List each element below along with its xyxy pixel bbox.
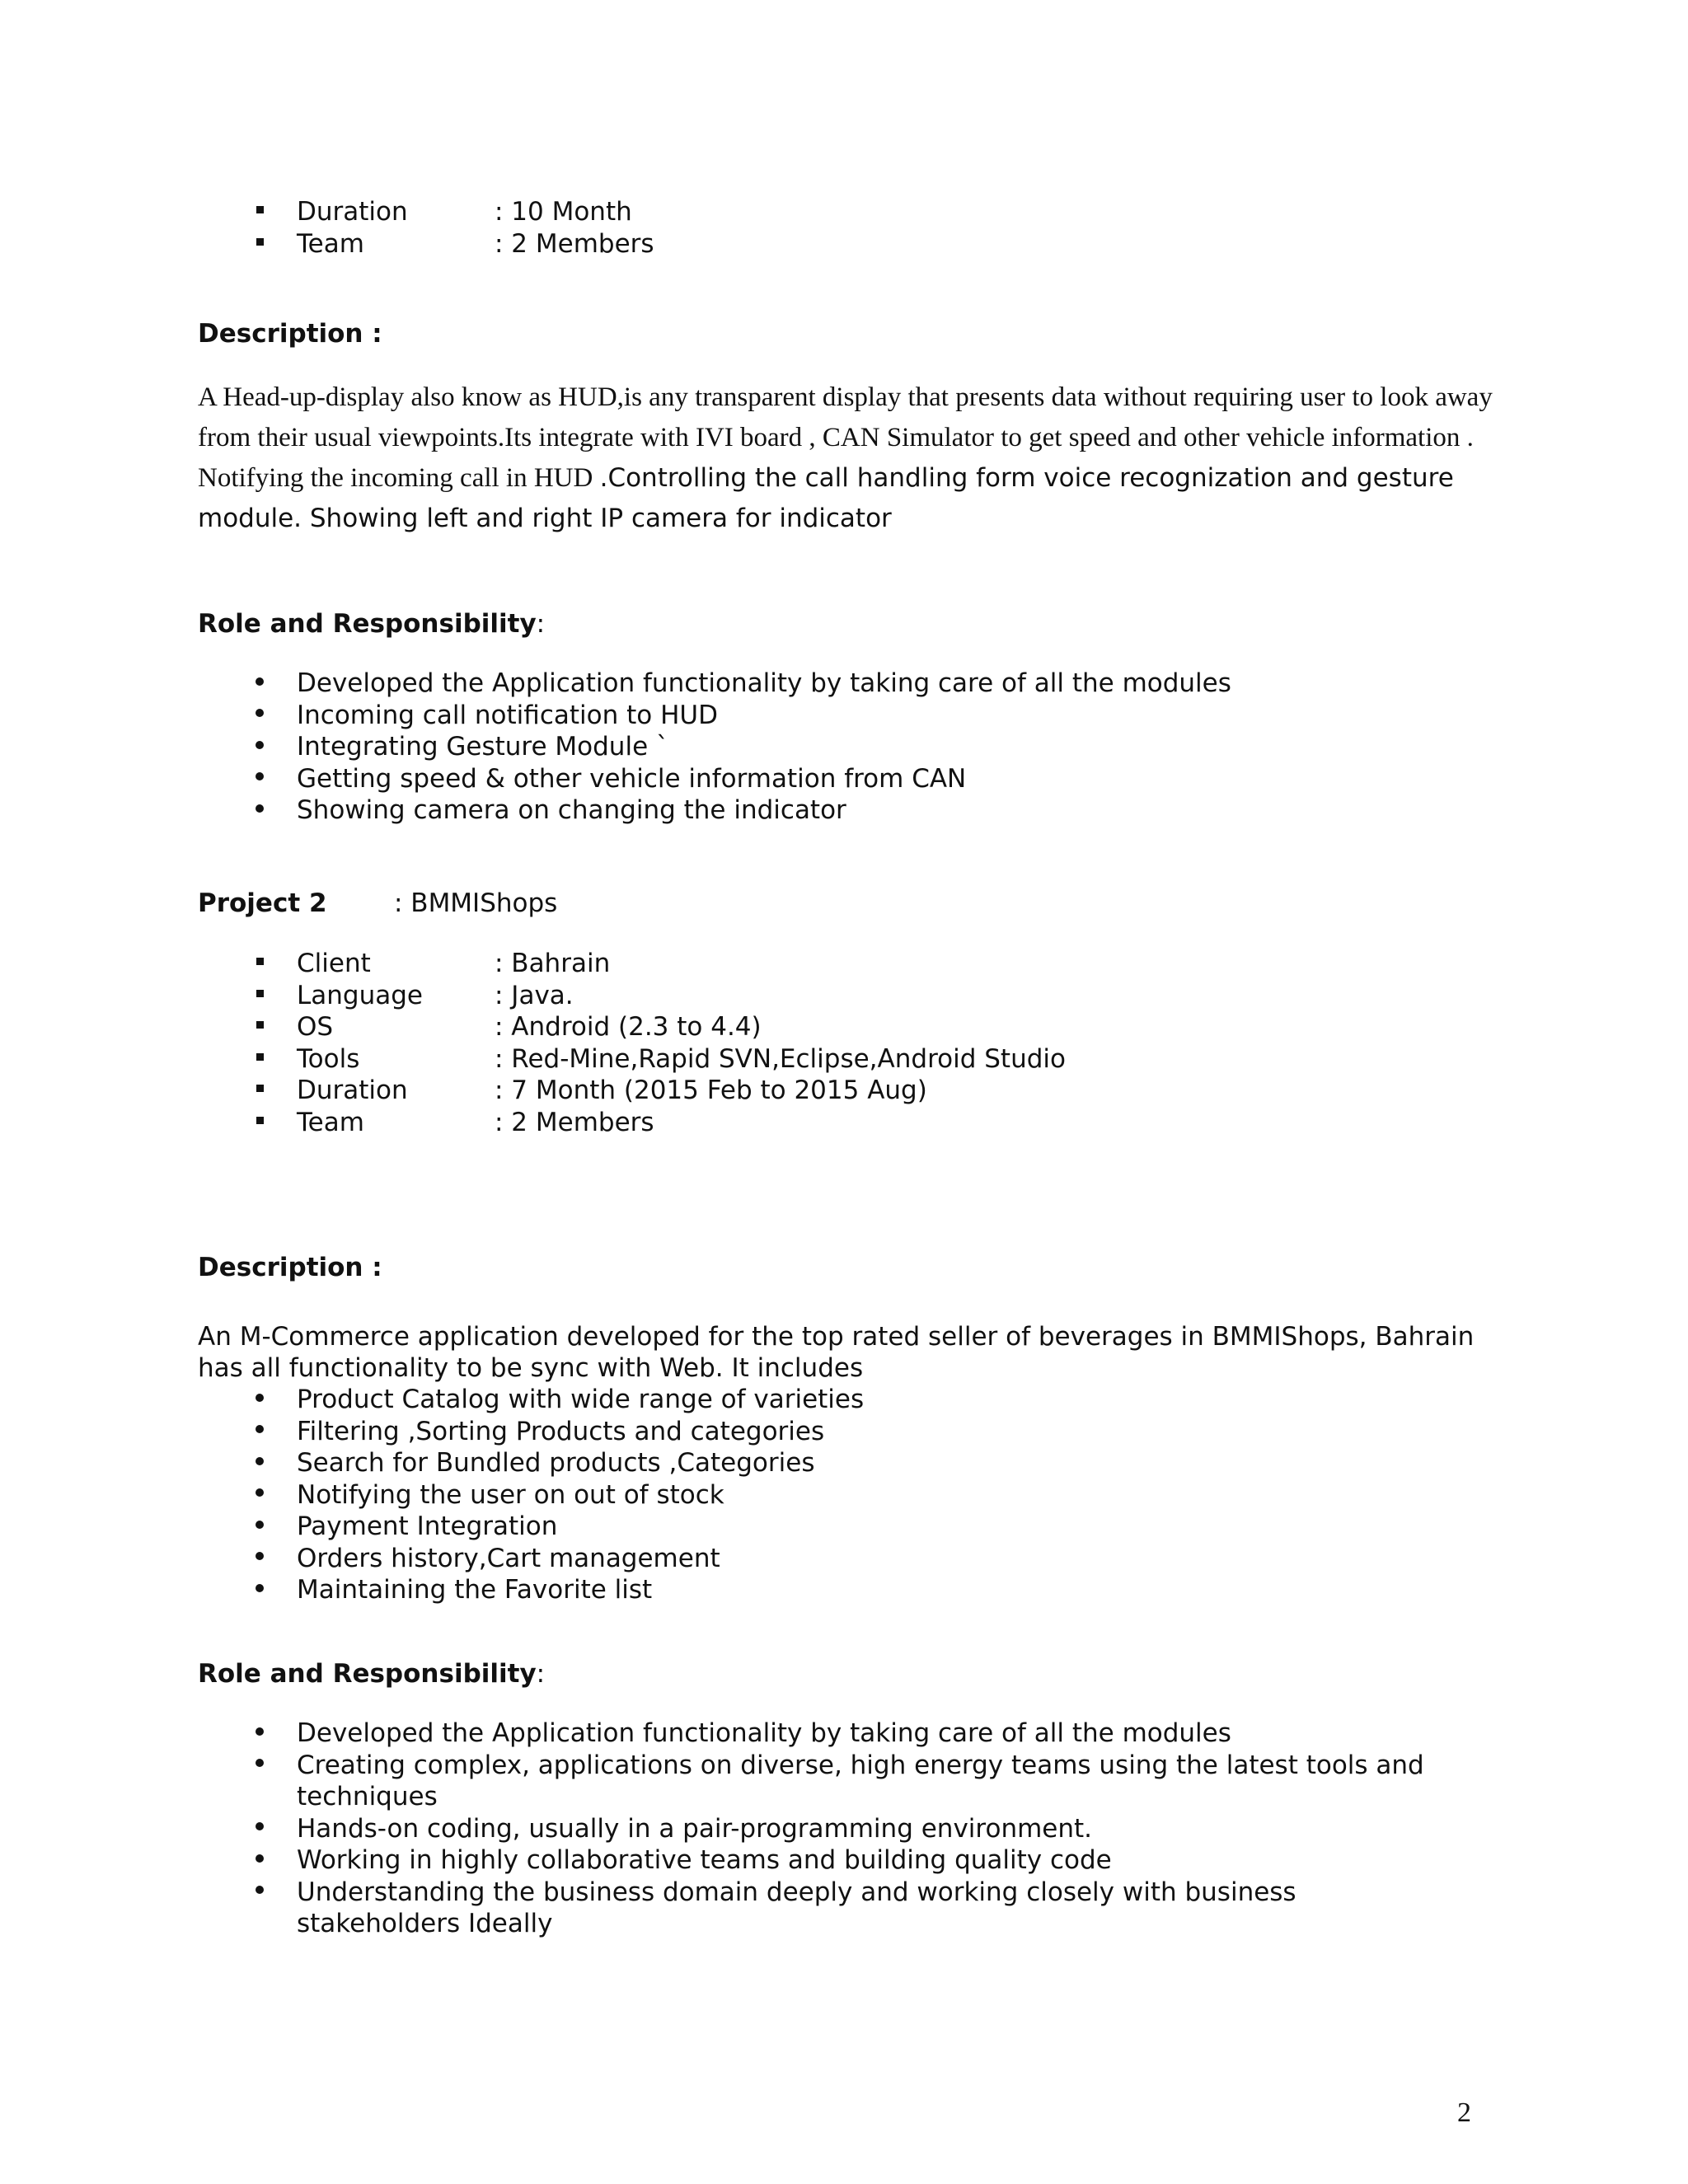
description-line: An M-Commerce application developed for the top rated seller of beverages in BMMIShops, Bahrain bbox=[198, 1322, 1475, 1352]
role-heading-text: Role and Responsibility bbox=[198, 1659, 537, 1689]
round-bullet-icon bbox=[247, 1718, 272, 1750]
list-item-text: Product Catalog with wide range of varieties bbox=[297, 1385, 865, 1414]
project2-features bbox=[0, 1384, 864, 1606]
list-item bbox=[0, 1384, 864, 1416]
list-item bbox=[0, 668, 1231, 700]
list-item-text: Orders history,Cart management bbox=[297, 1543, 720, 1573]
round-bullet-icon bbox=[247, 700, 272, 732]
meta-value: : Red-Mine,Rapid SVN,Eclipse,Android Studio bbox=[495, 1043, 1066, 1074]
page-number: 2 bbox=[1457, 2097, 1471, 2128]
project2-label: Project 2 bbox=[198, 888, 327, 918]
round-bullet-icon bbox=[247, 1574, 272, 1606]
round-bullet-icon bbox=[247, 1543, 272, 1575]
list-item bbox=[0, 980, 1066, 1012]
meta-key: Duration bbox=[297, 1076, 408, 1105]
description-heading: Description : bbox=[198, 1253, 382, 1282]
meta-value: : 2 Members bbox=[495, 1107, 654, 1137]
meta-value: : Bahrain bbox=[495, 949, 611, 978]
round-bullet-icon bbox=[247, 1844, 272, 1877]
list-item bbox=[0, 1877, 1467, 1940]
square-bullet-icon bbox=[247, 980, 272, 1012]
role-heading bbox=[198, 1658, 545, 1690]
round-bullet-icon bbox=[247, 1447, 272, 1479]
project2-responsibilities bbox=[0, 1718, 1467, 1940]
list-item bbox=[0, 1416, 864, 1448]
list-item bbox=[0, 731, 1231, 763]
round-bullet-icon bbox=[247, 731, 272, 763]
meta-key: OS bbox=[297, 1012, 334, 1042]
list-item bbox=[0, 1107, 1066, 1139]
meta-key: Team bbox=[297, 1107, 364, 1137]
project2-meta-list bbox=[0, 948, 1066, 1138]
description-heading: Description : bbox=[198, 319, 382, 349]
list-item-text: Showing camera on changing the indicator bbox=[297, 795, 846, 825]
list-item-text: Payment Integration bbox=[297, 1511, 558, 1541]
list-item bbox=[0, 700, 1231, 732]
list-item bbox=[0, 763, 1231, 795]
list-item bbox=[0, 1479, 864, 1511]
meta-value: : 2 Members bbox=[495, 228, 654, 259]
list-item-text: Notifying the user on out of stock bbox=[297, 1479, 724, 1510]
list-item bbox=[0, 1574, 864, 1606]
list-item bbox=[0, 1011, 1066, 1043]
round-bullet-icon bbox=[247, 1416, 272, 1448]
round-bullet-icon bbox=[247, 668, 272, 700]
list-item-text: Understanding the business domain deeply and working closely with business stakeholders Ideally bbox=[297, 1877, 1296, 1938]
round-bullet-icon bbox=[247, 1384, 272, 1416]
description-line: has all functionality to be sync with Web. It includes bbox=[198, 1353, 864, 1383]
list-item-text: Maintaining the Favorite list bbox=[297, 1575, 653, 1605]
list-item-text: Hands-on coding, usually in a pair-programming environment. bbox=[297, 1813, 1093, 1844]
list-item-text: Developed the Application functionality by taking care of all the modules bbox=[297, 668, 1231, 698]
project1-description bbox=[198, 379, 1517, 541]
meta-key: Team bbox=[297, 228, 364, 259]
meta-key: Language bbox=[297, 980, 423, 1010]
list-item bbox=[0, 1813, 1467, 1845]
list-item bbox=[0, 1043, 1066, 1076]
round-bullet-icon bbox=[247, 794, 272, 827]
square-bullet-icon bbox=[247, 1011, 272, 1043]
list-item bbox=[0, 1718, 1467, 1750]
meta-value: : Android (2.3 to 4.4) bbox=[495, 1012, 762, 1042]
round-bullet-icon bbox=[247, 1511, 272, 1543]
project1-responsibilities bbox=[0, 668, 1231, 827]
round-bullet-icon bbox=[247, 1750, 272, 1782]
round-bullet-icon bbox=[247, 763, 272, 795]
role-heading bbox=[198, 608, 545, 640]
list-item-text: Working in highly collaborative teams and building quality code bbox=[297, 1845, 1112, 1875]
list-item-text: Integrating Gesture Module ` bbox=[297, 732, 669, 762]
list-item bbox=[0, 196, 654, 228]
list-item-text: Filtering ,Sorting Products and categories bbox=[297, 1416, 825, 1446]
list-item bbox=[0, 1447, 864, 1479]
list-item bbox=[0, 948, 1066, 980]
description-serif-text: A Head-up-display also know as HUD,is any transparent display that presents data without requiring user to look away from their usual viewpoints.Its integrate with IVI board , CAN Simulator to get speed and other vehicle information . Notifying the incoming call in HUD bbox=[198, 382, 1493, 493]
role-colon: : bbox=[536, 609, 546, 639]
list-item-text: Incoming call notification to HUD bbox=[297, 700, 718, 730]
list-item bbox=[0, 1511, 864, 1543]
list-item-text: Developed the Application functionality by taking care of all the modules bbox=[297, 1718, 1231, 1748]
list-item bbox=[0, 1750, 1467, 1813]
list-item-text: Search for Bundled products ,Categories bbox=[297, 1448, 815, 1478]
square-bullet-icon bbox=[247, 1043, 272, 1076]
list-item bbox=[0, 1075, 1066, 1107]
meta-value: : Java. bbox=[495, 980, 574, 1010]
project2-description bbox=[198, 1321, 1484, 1384]
meta-value: : 10 Month bbox=[495, 197, 632, 227]
list-item bbox=[0, 794, 1231, 827]
square-bullet-icon bbox=[247, 1107, 272, 1139]
round-bullet-icon bbox=[247, 1813, 272, 1845]
role-heading-text: Role and Responsibility bbox=[198, 609, 537, 639]
project2-name: : BMMIShops bbox=[394, 888, 558, 918]
square-bullet-icon bbox=[247, 1075, 272, 1107]
top-meta-list bbox=[0, 196, 654, 260]
square-bullet-icon bbox=[247, 948, 272, 980]
list-item bbox=[0, 1543, 864, 1575]
description-sans-text: .Controlling the call handling form voice recognization and gesture module. Showing left and right IP camera for indicator bbox=[198, 463, 1454, 533]
meta-key: Duration bbox=[297, 197, 408, 227]
list-item-text: Creating complex, applications on diverse, high energy teams using the latest tools and techniques bbox=[297, 1750, 1424, 1811]
round-bullet-icon bbox=[247, 1877, 272, 1909]
round-bullet-icon bbox=[247, 1479, 272, 1511]
role-colon: : bbox=[536, 1659, 546, 1689]
list-item-text: Getting speed & other vehicle information from CAN bbox=[297, 763, 967, 794]
square-bullet-icon bbox=[247, 196, 272, 228]
meta-value: : 7 Month (2015 Feb to 2015 Aug) bbox=[495, 1076, 927, 1105]
list-item bbox=[0, 1844, 1467, 1877]
meta-key: Tools bbox=[297, 1043, 360, 1074]
meta-key: Client bbox=[297, 949, 371, 978]
list-item bbox=[0, 228, 654, 260]
square-bullet-icon bbox=[247, 228, 272, 260]
